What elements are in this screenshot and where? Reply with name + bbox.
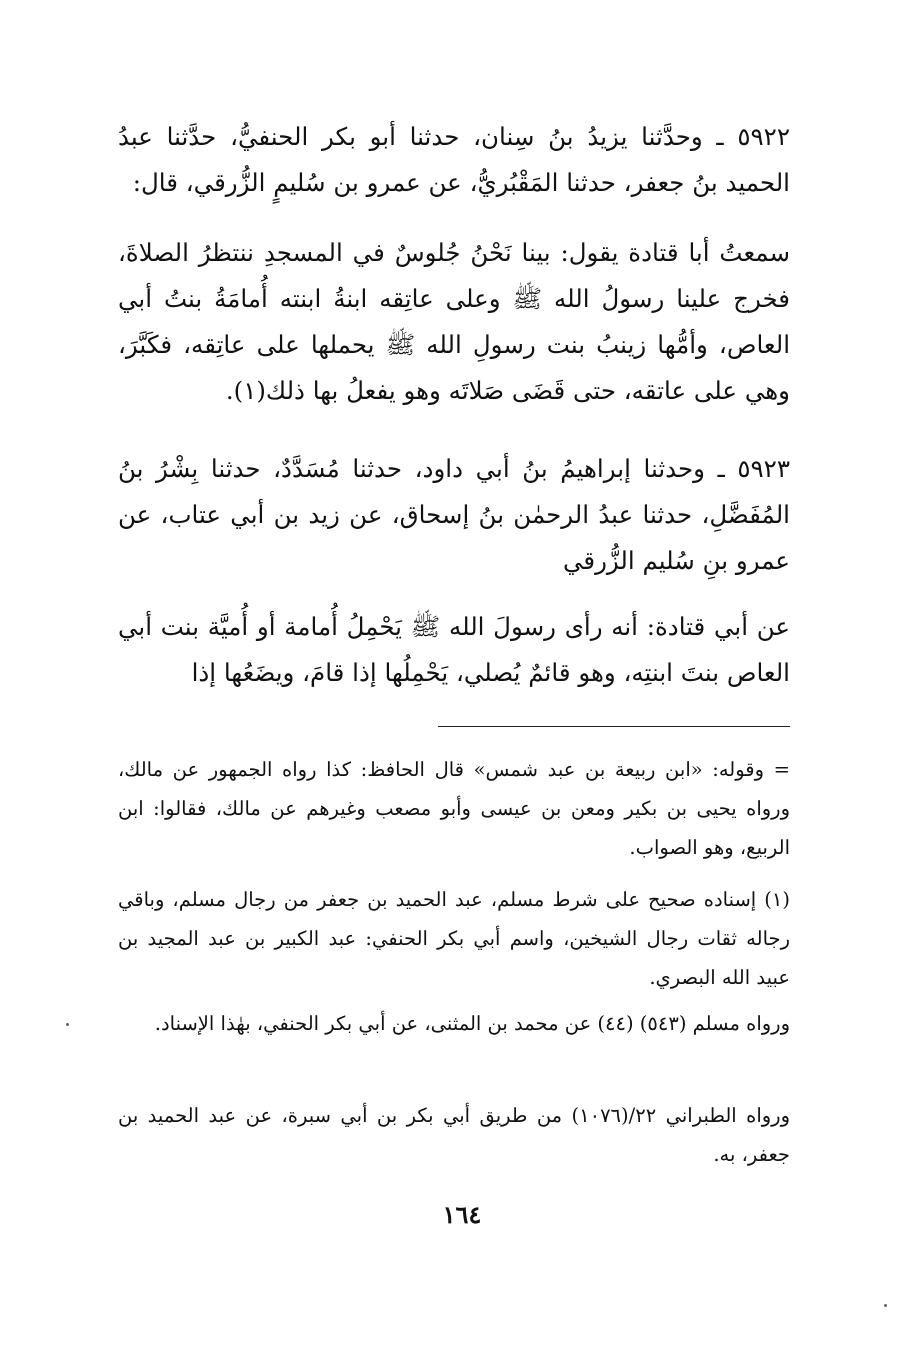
hadith-5922-matn: سمعتُ أبا قتادة يقول: بينا نَحْنُ جُلوسٌ في المسجدِ ننتظرُ الصلاةَ، فخرج علينا رسولُ الله ﷺ وعلى عاتِقه ابنةُ ابنته أُمامَةُ بنتُ أبي العاص، وأمُّها زينبُ بنت رسولِ الله ﷺ يحملها على عاتِقه، فكَبَّرَ، وهي على عاتقه، حتى قَضَى صَلاتَه وهو يفعلُ بها ذلك(١). (118, 238, 790, 405)
footnote-continued: = وقوله: «ابن ربيعة بن عبد شمس» قال الحافظ: كذا رواه الجمهور عن مالك، ورواه يحيى بن بكير ومعن بن عيسى وأبو مصعب وغيرهم عن مالك، فقالوا: ابن الربيع، وهو الصواب. (118, 758, 790, 859)
footnote-separator (438, 726, 790, 727)
footnote-1: (١) إسناده صحيح على شرط مسلم، عبد الحميد بن جعفر من رجال مسلم، وباقي رجاله ثقات رجال الشيخين، واسم أبي بكر الحنفي: عبد الكبير بن عبد المجيد بن عبيد الله البصري. (118, 888, 790, 989)
scan-speck (66, 1023, 69, 1026)
page-number: ١٦٤ (442, 1200, 482, 1229)
hadith-5922-isnad: ٥٩٢٢ ـ وحدَّثنا يزيدُ بنُ سِنان، حدثنا أبو بكر الحنفيُّ، حدَّثنا عبدُ الحميد بنُ جعفر، حدثنا المَقْبُريُّ، عن عمرو بن سُليمٍ الزُّرقي، قال: (118, 122, 790, 197)
footnote-1-tabarani: ورواه الطبراني ٢٢/(١٠٧٦) من طريق أبي بكر بن أبي سبرة، عن عبد الحميد بن جعفر، به. (118, 1104, 790, 1166)
scan-speck (884, 1304, 887, 1307)
footnote-1-muslim: ورواه مسلم (٥٤٣) (٤٤) عن محمد بن المثنى، عن أبي بكر الحنفي، بهٰذا الإسناد. (154, 1012, 790, 1035)
hadith-5923-matn: عن أبي قتادة: أنه رأى رسولَ الله ﷺ يَحْمِلُ أُمامة أو أُميَّة بنت أبي العاص بنتَ ابنتِه، وهو قائمٌ يُصلي، يَحْمِلُها إذا قامَ، ويضَعُها إذا (118, 612, 790, 687)
hadith-5923-isnad: ٥٩٢٣ ـ وحدثنا إبراهيمُ بنُ أبي داود، حدثنا مُسَدَّدٌ، حدثنا بِشْرُ بنُ المُفَضَّلِ، حدثنا عبدُ الرحمٰن بنُ إسحاق، عن زيد بن أبي عتاب، عن عمرو بنِ سُليم الزُّرقي (118, 454, 790, 575)
